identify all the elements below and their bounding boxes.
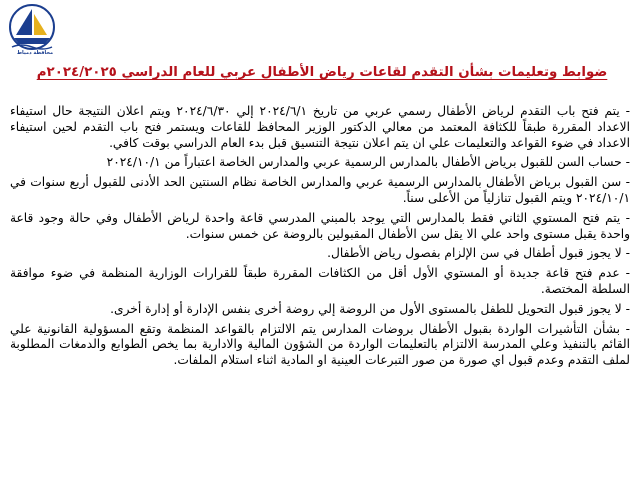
sailboat-emblem-icon xyxy=(3,2,61,52)
rule-paragraph: - عدم فتح قاعة جديدة أو المستوي الأول أقل من الكثافات المقررة طبقاً للقرارات الوزارية المنظمة في ضوء موافقة السلطة المختصة. xyxy=(10,266,630,296)
rules-list xyxy=(10,104,630,373)
rule-paragraph: - حساب السن للقبول برياض الأطفال بالمدارس الرسمية عربي والمدارس الخاصة اعتباراً من ٢٠٢٤/١٠/١ xyxy=(106,155,630,170)
logo-caption: محافظة دمياط xyxy=(16,50,54,56)
rule-paragraph: - لا يجوز قبول أطفال في سن الإلزام بفصول رياض الأطفال. xyxy=(327,246,630,261)
rule-paragraph: - لا يجوز قبول التحويل للطفل بالمستوى الأول من الروضة إلي روضة أخرى بنفس الإدارة أو إدارة أخرى. xyxy=(110,301,630,316)
rule-paragraph: - يتم فتح باب التقدم لرياض الأطفال رسمي عربي من تاريخ ٢٠٢٤/٦/١ إلي ٢٠٢٤/٦/٣٠ ويتم اعلان النتيجة حال استيفاء الاعداد المقررة طبقاً للكثافة المعتمد من معالي الدكتور الوزير المحافظ للقاعات ويستمر فتح باب التقدم لحين استيفاء الاعداد في ضوء القواعد والتعليمات علي ان يتم اعلان نتيجة التنسيق قبل بدء العام الدراسي بوقت كافي. xyxy=(10,104,630,150)
rule-paragraph: - بشأن التأشيرات الواردة بقبول الأطفال بروضات المدارس يتم الالتزام بالقواعد المنظمة وتقع المسؤولية القانونية علي القائم بالتنفيذ وعلي المدرسة الالتزام بالتعليمات الواردة من الشؤون المالية والادارية بما يخص الطوابع والدمغات المطلوبة لملف التقدم وعدم قبول اي صورة من صور التبرعات العينية او المادية اثناء استلام الملفات. xyxy=(10,321,630,368)
governorate-logo xyxy=(3,2,61,64)
rule-paragraph: - سن القبول برياض الأطفال بالمدارس الرسمية عربي والمدارس الخاصة نظام السنتين الحد الأدنى للقبول أربع سنوات في ٢٠٢٤/١٠/١ ويتم القبول تنازلياً من الأعلى سناً. xyxy=(10,175,630,205)
rule-paragraph: - يتم فتح المستوي الثاني فقط بالمدارس التي يوجد بالمبني المدرسي قاعة واحدة لرياض الأطفال وفي حالة وجود قاعة واحدة يقبل مستوى واحد علي الا يقل سن الأطفال المقبولين بالروضة عن خمس سنوات. xyxy=(10,210,630,241)
page-title: ضوابط وتعليمات بشأن التقدم لقاعات رياض الأطفال عربي للعام الدراسي ٢٠٢٤/٢٠٢٥م xyxy=(36,65,608,80)
